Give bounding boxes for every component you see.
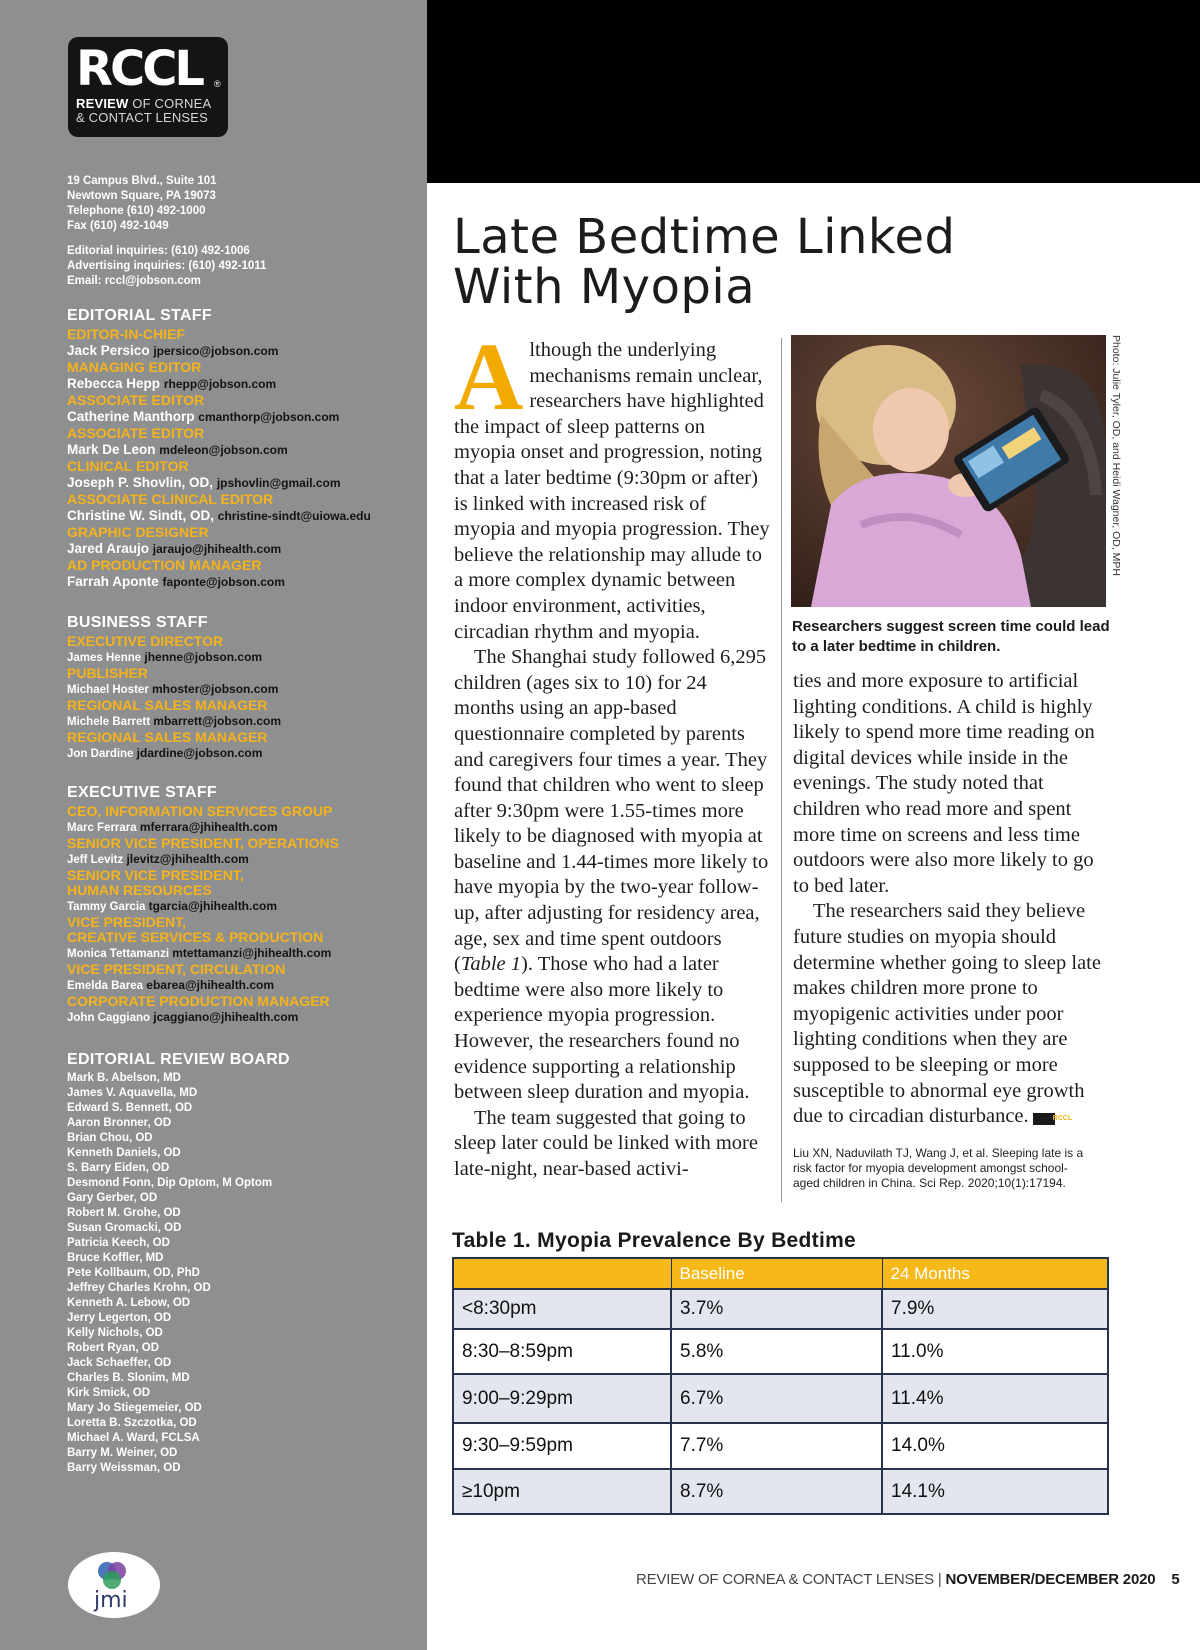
board-member: Kenneth Daniels, OD: [67, 1147, 181, 1159]
section-title: EDITORIAL REVIEW BOARD: [67, 1051, 290, 1068]
table-reference: Table 1: [460, 953, 522, 976]
staff-role: ASSOCIATE CLINICAL EDITOR: [67, 491, 274, 507]
table-row: [453, 1423, 1108, 1469]
board-member: Edward S. Bennett, OD: [67, 1102, 193, 1114]
end-mark-icon: RCCL: [1033, 1113, 1055, 1125]
staff-person: Catherine Manthorp cmanthorp@jobson.com: [67, 409, 340, 424]
table-row: [453, 1329, 1108, 1374]
board-member: Patricia Keech, OD: [67, 1237, 170, 1249]
board-member: Kenneth A. Lebow, OD: [67, 1297, 191, 1309]
section-title: EXECUTIVE STAFF: [67, 784, 217, 801]
headline-line: With Myopia: [453, 259, 756, 315]
child-with-tablet-photo: [791, 335, 1106, 607]
board-member: Gary Gerber, OD: [67, 1192, 158, 1204]
staff-person: Joseph P. Shovlin, OD, jpshovlin@gmail.com: [67, 475, 341, 490]
table-cell-bedtime: 9:00–9:29pm: [453, 1374, 671, 1423]
jmi-logo-text: jmi: [94, 1588, 128, 1613]
contact-line: Telephone (610) 492-1000: [67, 205, 206, 217]
table-cell-baseline: 7.7%: [671, 1423, 882, 1469]
staff-role: PUBLISHER: [67, 665, 148, 681]
board-member: Barry Weissman, OD: [67, 1462, 181, 1474]
footer-issue: NOVEMBER/DECEMBER 2020: [945, 1571, 1156, 1588]
logo-line1-bold: REVIEW: [76, 96, 129, 111]
contact-line: Email: rccl@jobson.com: [67, 275, 201, 287]
staff-person: Michael Hoster mhoster@jobson.com: [67, 682, 279, 696]
staff-person: James Henne jhenne@jobson.com: [67, 650, 263, 664]
table-cell-24-months: 14.0%: [882, 1423, 1108, 1469]
footer-publication: REVIEW OF CORNEA & CONTACT LENSES: [636, 1571, 934, 1588]
staff-person: Farrah Aponte faponte@jobson.com: [67, 574, 285, 589]
table-cell-24-months: 11.0%: [882, 1329, 1108, 1374]
table-header-cell: Baseline: [671, 1258, 882, 1289]
masthead-sidebar: [0, 0, 427, 1650]
photo-caption: Researchers suggest screen time could lead to a later bedtime in children.: [792, 618, 1110, 655]
table-cell-bedtime: <8:30pm: [453, 1289, 671, 1329]
photo-credit: Photo: Julie Tyler, OD, and Heidi Wagner, OD, MPH: [1110, 335, 1122, 577]
staff-role: MANAGING EDITOR: [67, 359, 202, 375]
board-member: Susan Gromacki, OD: [67, 1222, 182, 1234]
staff-person: Marc Ferrara mferrara@jhihealth.com: [67, 820, 278, 834]
board-member: Jack Schaeffer, OD: [67, 1357, 172, 1369]
table-cell-24-months: 11.4%: [882, 1374, 1108, 1423]
jmi-logo: [68, 1552, 160, 1618]
board-member: James V. Aquavella, MD: [67, 1087, 198, 1099]
staff-person: Jared Araujo jaraujo@jhihealth.com: [67, 541, 282, 556]
article-reference: Liu XN, Naduvilath TJ, Wang J, et al. Sleeping late is a risk factor for myopia development amongst school-aged children in China. Sci Rep. 2020;10(1):17194.: [793, 1146, 1084, 1190]
staff-role: EDITOR-IN-CHIEF: [67, 326, 185, 342]
article-column-left: [454, 323, 770, 1183]
table-header-cell: [453, 1258, 671, 1289]
logo-line1-rest: OF CORNEA: [128, 96, 212, 111]
staff-role: VICE PRESIDENT, CREATIVE SERVICES & PRODUCTION: [67, 914, 324, 945]
staff-role: GRAPHIC DESIGNER: [67, 524, 209, 540]
board-member: S. Barry Eiden, OD: [67, 1162, 170, 1174]
table-cell-baseline: 3.7%: [671, 1289, 882, 1329]
staff-role: SENIOR VICE PRESIDENT, HUMAN RESOURCES: [67, 867, 244, 898]
staff-role: REGIONAL SALES MANAGER: [67, 697, 268, 713]
table-row: [453, 1289, 1108, 1329]
staff-person: Michele Barrett mbarrett@jobson.com: [67, 714, 282, 728]
drop-cap: A: [454, 323, 524, 430]
board-member: Brian Chou, OD: [67, 1132, 153, 1144]
board-member: Kirk Smick, OD: [67, 1387, 151, 1399]
board-member: Aaron Bronner, OD: [67, 1117, 172, 1129]
page-number: 5: [1171, 1571, 1180, 1588]
board-member: Jeffrey Charles Krohn, OD: [67, 1282, 211, 1294]
staff-role: CLINICAL EDITOR: [67, 458, 189, 474]
board-member: Charles B. Slonim, MD: [67, 1372, 190, 1384]
staff-role: SENIOR VICE PRESIDENT, OPERATIONS: [67, 835, 340, 851]
staff-person: Jeff Levitz jlevitz@jhihealth.com: [67, 852, 249, 866]
board-member: Mary Jo Stiegemeier, OD: [67, 1402, 202, 1414]
headline-line: Late Bedtime Linked: [453, 209, 956, 265]
article-paragraph: The team suggested that going to sleep later could be linked with more late-night, near-based activi-: [454, 1106, 758, 1180]
table-cell-24-months: 7.9%: [882, 1289, 1108, 1329]
editorial-staff: [67, 306, 417, 591]
footer-separator: |: [933, 1571, 946, 1588]
board-member: Robert Ryan, OD: [67, 1342, 160, 1354]
staff-role: VICE PRESIDENT, CIRCULATION: [67, 961, 286, 977]
logo-circle-icon: [103, 1571, 121, 1589]
rccl-logo: [68, 37, 228, 137]
board-member-list: [67, 1071, 417, 1476]
table-cell-baseline: 8.7%: [671, 1469, 882, 1514]
board-member: Bruce Koffler, MD: [67, 1252, 164, 1264]
article-photo: [791, 335, 1106, 607]
logo-mark: RCCL: [76, 41, 202, 97]
board-member: Barry M. Weiner, OD: [67, 1447, 178, 1459]
contact-info: [67, 174, 266, 289]
myopia-prevalence-table: [452, 1257, 1109, 1515]
article-paragraph: The researchers said they believe future studies on myopia should determine whether going to sleep late makes children more prone to myopigenic activities under poor lighting conditions when they are supposed to be sleeping or more susceptible to abnormal eye growth due to circadian disturbance. RCCL: [793, 900, 1101, 1128]
contact-line: 19 Campus Blvd., Suite 101: [67, 175, 217, 187]
contact-line: Newtown Square, PA 19073: [67, 190, 216, 202]
contact-line: Fax (610) 492-1049: [67, 220, 169, 232]
board-member: Mark B. Abelson, MD: [67, 1072, 181, 1084]
editorial-review-board: [67, 1050, 417, 1476]
logo-line2: & CONTACT LENSES: [76, 110, 209, 125]
logo-subtitle: [76, 97, 228, 125]
staff-role: REGIONAL SALES MANAGER: [67, 729, 268, 745]
table-cell-bedtime: ≥10pm: [453, 1469, 671, 1514]
board-member: Desmond Fonn, Dip Optom, M Optom: [67, 1177, 273, 1189]
staff-person: John Caggiano jcaggiano@jhihealth.com: [67, 1010, 299, 1024]
staff-person: Monica Tettamanzi mtettamanzi@jhihealth.com: [67, 946, 332, 960]
staff-person: Tammy Garcia tgarcia@jhihealth.com: [67, 899, 278, 913]
staff-role: ASSOCIATE EDITOR: [67, 425, 205, 441]
table-cell-24-months: 14.1%: [882, 1469, 1108, 1514]
logo-registered-mark: ®: [214, 79, 221, 89]
staff-role: AD PRODUCTION MANAGER: [67, 557, 262, 573]
contact-line: Advertising inquiries: (610) 492-1011: [67, 260, 267, 272]
staff-role: EXECUTIVE DIRECTOR: [67, 633, 224, 649]
section-title: EDITORIAL STAFF: [67, 307, 212, 324]
board-member: Kelly Nichols, OD: [67, 1327, 163, 1339]
staff-role: ASSOCIATE EDITOR: [67, 392, 205, 408]
staff-person: Rebecca Hepp rhepp@jobson.com: [67, 376, 277, 391]
staff-role: CORPORATE PRODUCTION MANAGER: [67, 993, 330, 1009]
table-cell-baseline: 5.8%: [671, 1329, 882, 1374]
table-header-cell: 24 Months: [882, 1258, 1108, 1289]
board-member: Michael A. Ward, FCLSA: [67, 1432, 200, 1444]
contact-line: Editorial inquiries: (610) 492-1006: [67, 245, 250, 257]
section-title: BUSINESS STAFF: [67, 614, 208, 631]
page-footer: [636, 1571, 1180, 1588]
table-cell-bedtime: 9:30–9:59pm: [453, 1423, 671, 1469]
top-black-bar: [427, 0, 1200, 183]
staff-person: Christine W. Sindt, OD, christine-sindt@uiowa.edu: [67, 508, 371, 523]
article-paragraph: ties and more exposure to artificial lighting conditions. A child is highly likely to spend more time reading on digital devices while inside in the evenings. The study noted that children who read more and spent more time on screens and less time outdoors were also more likely to go to bed later.: [793, 670, 1095, 897]
board-member: Jerry Legerton, OD: [67, 1312, 172, 1324]
staff-person: Emelda Barea ebarea@jhihealth.com: [67, 978, 275, 992]
table-row: [453, 1374, 1108, 1423]
staff-person: Mark De Leon mdeleon@jobson.com: [67, 442, 288, 457]
article-headline: [453, 209, 1013, 315]
article-column-right: [793, 669, 1111, 1130]
table-header-row: [453, 1258, 1108, 1289]
board-member: Robert M. Grohe, OD: [67, 1207, 181, 1219]
staff-person: Jon Dardine jdardine@jobson.com: [67, 746, 263, 760]
executive-staff: [67, 783, 417, 1026]
column-divider: [781, 338, 782, 1202]
board-member: Pete Kollbaum, OD, PhD: [67, 1267, 200, 1279]
staff-person: Jack Persico jpersico@jobson.com: [67, 343, 279, 358]
table-cell-baseline: 6.7%: [671, 1374, 882, 1423]
staff-role: CEO, INFORMATION SERVICES GROUP: [67, 803, 333, 819]
article-paragraph: The Shanghai study followed 6,295 children (ages six to 10) for 24 months using an app-based questionnaire completed by parents and caregivers four times a year. They found that children who went to sleep after 9:30pm were 1.55-times more likely to be diagnosed with myopia at baseline and 1.44-times more likely to have myopia by the two-year follow-up, after adjusting for residency area, age, sex and time spent outdoors (Table 1). Those who had a later bedtime were also more likely to experience myopia progression. However, the researchers found no evidence supporting a relationship between sleep duration and myopia.: [454, 646, 769, 1104]
table-cell-bedtime: 8:30–8:59pm: [453, 1329, 671, 1374]
business-staff: [67, 613, 417, 762]
article-paragraph: Although the underlying mechanisms remain unclear, researchers have highlighted the impact of sleep patterns on myopia onset and progression, noting that a later bedtime (9:30pm or after) is linked with increased risk of myopia and myopia progression. They believe the relationship may allude to a more complex dynamic between indoor environment, activities, circadian rhythm and myopia.: [454, 323, 770, 643]
table-title: Table 1. Myopia Prevalence By Bedtime: [452, 1229, 857, 1252]
board-member: Loretta B. Szczotka, OD: [67, 1417, 197, 1429]
table-row: [453, 1469, 1108, 1514]
